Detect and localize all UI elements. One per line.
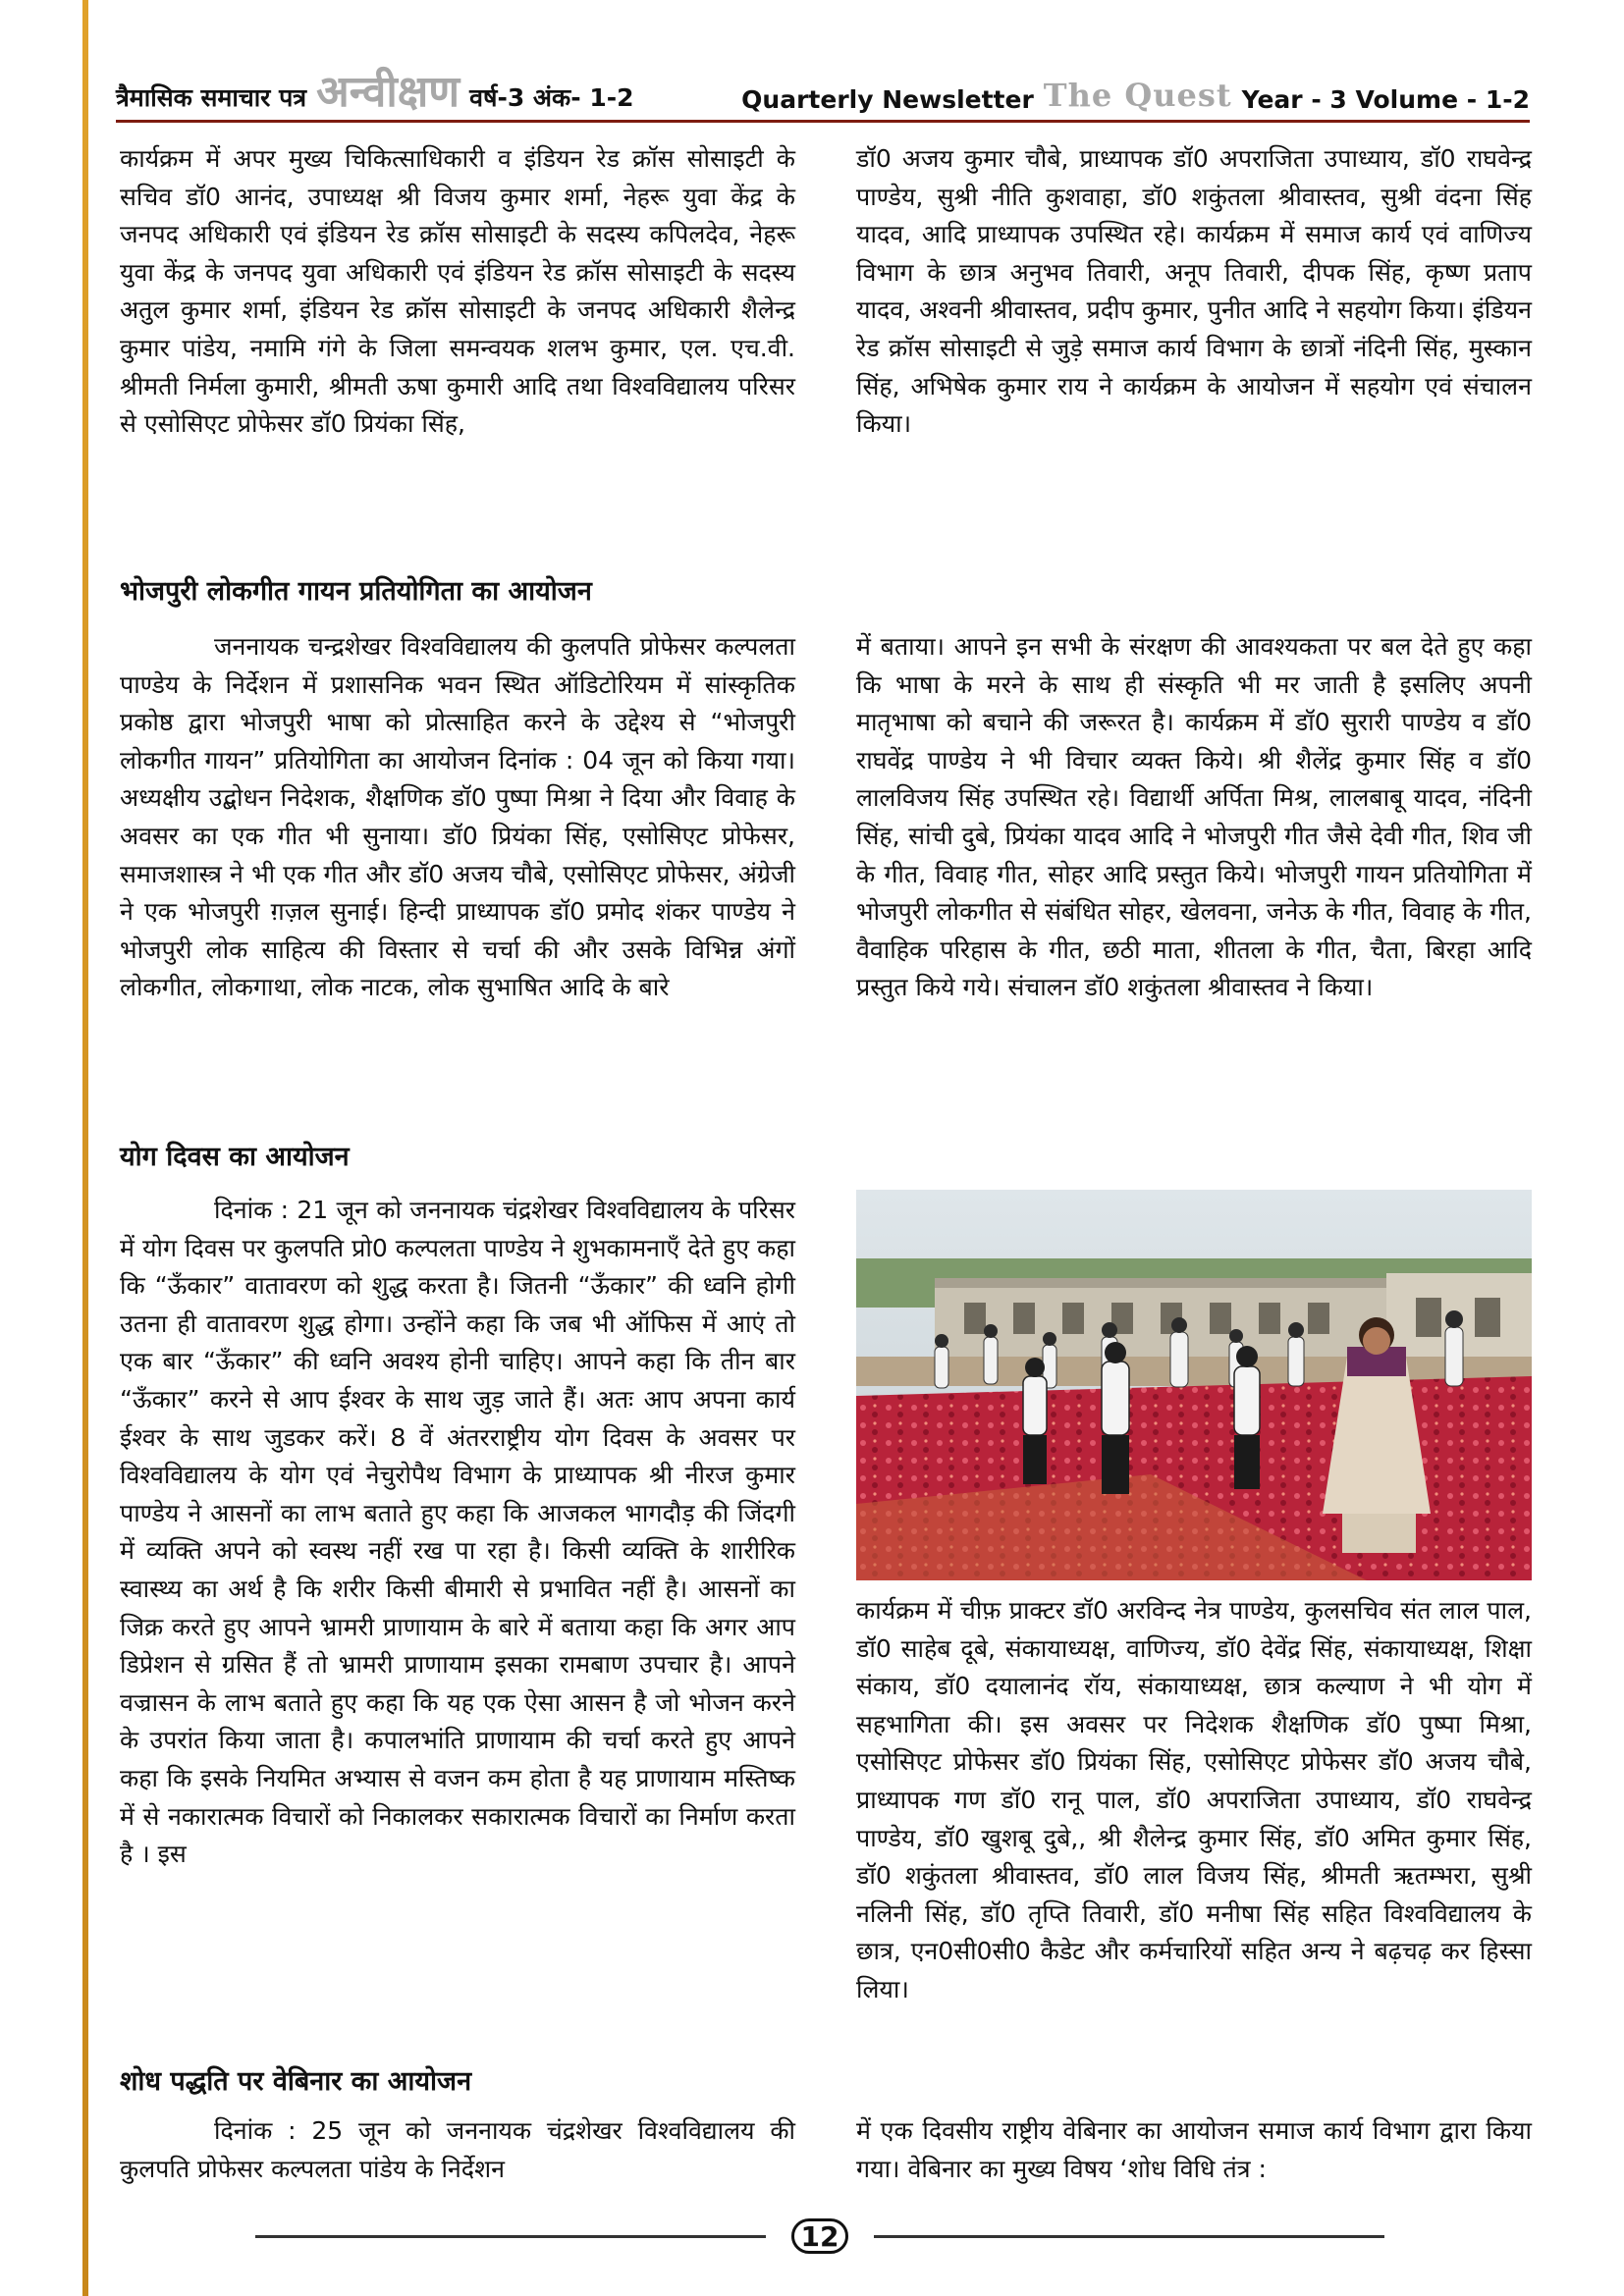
intro-left-column: [120, 140, 795, 444]
header-right: [741, 77, 1530, 114]
page-footer: [255, 2216, 1384, 2256]
header-issue-english: Year - 3 Volume - 1-2: [1241, 85, 1530, 114]
yoga-heading: योग दिवस का आयोजन: [120, 1142, 350, 1172]
bhojpuri-left-text: जननायक चन्द्रशेखर विश्वविद्यालय की कुलपति प्रोफेसर कल्पलता पाण्डेय के निर्देशन में प्रशासनिक भवन स्थित ऑडिटोरियम में सांस्कृतिक प्रकोष्ठ द्वारा भोजपुरी भाषा को प्रोत्साहित करने के उद्देश्य से “भोजपुरी लोकगीत गायन” प्रतियोगिता का आयोजन दिनांक : 04 जून को किया गया। अध्यक्षीय उद्बोधन निदेशक, शैक्षणिक डॉ0 पुष्पा मिश्रा ने दिया और विवाह के अवसर का एक गीत भी सुनाया। डॉ0 प्रियंका सिंह, एसोसिएट प्रोफेसर, समाजशास्त्र ने भी एक गीत और डॉ0 अजय चौबे, एसोसिएट प्रोफेसर, अंग्रेजी ने एक भोजपुरी ग़ज़ल सुनाई। हिन्दी प्राध्यापक डॉ0 प्रमोद शंकर पाण्डेय ने भोजपुरी लोक साहित्य की विस्तार से चर्चा की और उसके विभिन्न अंगों लोकगीत, लोकगाथा, लोक नाटक, लोक सुभाषित आदि के बारे: [120, 632, 795, 1002]
page-number-text: 12: [800, 2219, 839, 2253]
header-right-label: Quarterly Newsletter: [741, 85, 1034, 114]
webinar-heading: शोध पद्धति पर वेबिनार का आयोजन: [120, 2066, 472, 2097]
header-left-label: त्रैमासिक समाचार पत्र: [116, 83, 307, 112]
footer-line-left: [255, 2235, 766, 2238]
page-number: [780, 2216, 860, 2256]
bhojpuri-right-column: [856, 628, 1532, 1007]
footer-line-right: [874, 2235, 1384, 2238]
yoga-day-photo: [856, 1190, 1532, 1580]
webinar-left-text: दिनांक : 25 जून को जननायक चंद्रशेखर विश्वविद्यालय की कुलपति प्रोफेसर कल्पलता पांडेय के निर्देशन: [120, 2116, 795, 2183]
header-issue-hindi: वर्ष-3 अंक- 1-2: [469, 83, 634, 112]
webinar-right-text: में एक दिवसीय राष्ट्रीय वेबिनार का आयोजन समाज कार्य विभाग द्वारा किया गया। वेबिनार का मुख्य विषय ‘शोध विधि तंत्र :: [856, 2116, 1532, 2183]
intro-right-column: [856, 140, 1532, 444]
bhojpuri-left-column: [120, 628, 795, 1007]
yoga-right-text: कार्यक्रम में चीफ़ प्राक्टर डॉ0 अरविन्द नेत्र पाण्डेय, कुलसचिव संत लाल पाल, डॉ0 साहेब दूबे, संकायाध्यक्ष, वाणिज्य, डॉ0 देवेंद्र सिंह, संकायाध्यक्ष, शिक्षा संकाय, डॉ0 दयालानंद रॉय, संकायाध्यक्ष, छात्र कल्याण ने भी योग में सहभागिता की। इस अवसर पर निदेशक शैक्षणिक डॉ0 पुष्पा मिश्रा, एसोसिएट प्रोफेसर डॉ0 प्रियंका सिंह, एसोसिएट प्रोफेसर डॉ0 अजय चौबे, प्राध्यापक गण डॉ0 रानू पाल, डॉ0 अपराजिता उपाध्याय, डॉ0 राघवेन्द्र पाण्डेय, डॉ0 खुशबू दुबे,, श्री शैलेन्द्र कुमार सिंह, डॉ0 अमित कुमार सिंह, डॉ0 शकुंतला श्रीवास्तव, डॉ0 लाल विजय सिंह, श्रीमती ऋतम्भरा, सुश्री नलिनी सिंह, डॉ0 तृप्ति तिवारी, डॉ0 मनीषा सिंह सहित विश्वविद्यालय के छात्र, एन0सी0सी0 कैडेट और कर्मचारियों सहित अन्य ने बढ़चढ़ कर हिस्सा लिया।: [856, 1596, 1532, 2003]
yoga-left-text: दिनांक : 21 जून को जननायक चंद्रशेखर विश्वविद्यालय के परिसर में योग दिवस पर कुलपति प्रो0 कल्पलता पाण्डेय ने शुभकामनाएँ देते हुए कहा कि “ऊँकार” वातावरण को शुद्ध करता है। जितनी “ऊँकार” की ध्वनि होगी उतना ही वातावरण शुद्ध होगा। उन्होंने कहा कि जब भी ऑफिस में आएं तो एक बार “ऊँकार” की ध्वनि अवश्य होनी चाहिए। आपने कहा कि तीन बार “ऊँकार” करने से आप ईश्वर के साथ जुड़ जाते हैं। अतः आप अपना कार्य ईश्वर के साथ जुडकर करें। 8 वें अंतरराष्ट्रीय योग दिवस के अवसर पर विश्वविद्यालय के योग एवं नेचुरोपैथ विभाग के प्राध्यापक श्री नीरज कुमार पाण्डेय ने आसनों का लाभ बताते हुए कहा कि आजकल भागदौड़ की जिंदगी में व्यक्ति अपने को स्वस्थ नहीं रख पा रहा है। किसी व्यक्ति के शारीरिक स्वास्थ्य का अर्थ है कि शरीर किसी बीमारी से प्रभावित नहीं है। आसनों का जिक्र करते हुए आपने भ्रामरी प्राणायाम के बारे में बताया कहा कि अगर आप डिप्रेशन से ग्रसित हैं तो भ्रामरी प्राणायाम इसका रामबाण उपचार है। आपने वज्रासन के लाभ बताते हुए कहा कि यह एक ऐसा आसन है जो भोजन करने के उपरांत किया जाता है। कपालभांति प्राणायाम की चर्चा करते हुए आपने कहा कि इसके नियमित अभ्यास से वजन कम होता है यह प्राणायाम मस्तिष्क में से नकारात्मक विचारों को निकालकर सकारात्मक विचारों का निर्माण करता है । इस: [120, 1196, 795, 1869]
page-header: [116, 51, 1530, 117]
intro-right-text: डॉ0 अजय कुमार चौबे, प्राध्यापक डॉ0 अपराजिता उपाध्याय, डॉ0 राघवेन्द्र पाण्डेय, सुश्री नीति कुशवाहा, डॉ0 शकुंतला श्रीवास्तव, सुश्री वंदना सिंह यादव, आदि प्राध्यापक उपस्थित रहे। कार्यक्रम में समाज कार्य एवं वाणिज्य विभाग के छात्र अनुभव तिवारी, अनूप तिवारी, दीपक सिंह, कृष्ण प्रताप यादव, अश्वनी श्रीवास्तव, प्रदीप कुमार, पुनीत आदि ने सहयोग किया। इंडियन रेड क्रॉस सोसाइटी से जुड़े समाज कार्य विभाग के छात्रों नंदिनी सिंह, मुस्कान सिंह, अभिषेक कुमार राय ने कार्यक्रम के आयोजन में सहयोग एवं संचालन किया।: [856, 144, 1532, 439]
side-rule: [82, 0, 88, 2296]
header-brand-english: The Quest: [1043, 77, 1232, 114]
yoga-photo-illustration: [856, 1190, 1532, 1580]
header-brand-hindi: अन्वीक्षण: [316, 67, 460, 117]
header-left: [116, 67, 634, 117]
yoga-right-column: [856, 1592, 1532, 2009]
intro-left-text: कार्यक्रम में अपर मुख्य चिकित्साधिकारी व इंडियन रेड क्रॉस सोसाइटी के सचिव डॉ0 आनंद, उपाध्यक्ष श्री विजय कुमार शर्मा, नेहरू युवा केंद्र के जनपद अधिकारी एवं इंडियन रेड क्रॉस सोसाइटी के सदस्य कपिलदेव, नेहरू युवा केंद्र के जनपद युवा अधिकारी एवं इंडियन रेड क्रॉस सोसाइटी के सदस्य अतुल कुमार शर्मा, इंडियन रेड क्रॉस सोसाइटी के जनपद अधिकारी शैलेन्द्र कुमार पांडेय, नमामि गंगे के जिला समन्वयक शलभ कुमार, एल. एच.वी. श्रीमती निर्मला कुमारी, श्रीमती ऊषा कुमारी आदि तथा विश्वविद्यालय परिसर से एसोसिएट प्रोफेसर डॉ0 प्रियंका सिंह,: [120, 144, 795, 439]
bhojpuri-heading: भोजपुरी लोकगीत गायन प्रतियोगिता का आयोजन: [120, 576, 592, 607]
webinar-right-column: [856, 2112, 1532, 2188]
bhojpuri-right-text: में बताया। आपने इन सभी के संरक्षण की आवश्यकता पर बल देते हुए कहा कि भाषा के मरने के साथ ही संस्कृति भी मर जाती है इसलिए अपनी मातृभाषा को बचाने की जरूरत है। कार्यक्रम में डॉ0 सुरारी पाण्डेय व डॉ0 राघवेंद्र पाण्डेय ने भी विचार व्यक्त किये। श्री शैलेंद्र कुमार सिंह व डॉ0 लालविजय सिंह उपस्थित रहे। विद्यार्थी अर्पिता मिश्र, लालबाबू यादव, नंदिनी सिंह, सांची दुबे, प्रियंका यादव आदि ने भोजपुरी गीत जैसे देवी गीत, शिव जी के गीत, विवाह गीत, सोहर आदि प्रस्तुत किये। भोजपुरी गायन प्रतियोगिता में भोजपुरी लोकगीत से संबंधित सोहर, खेलवना, जनेऊ के गीत, विवाह के गीत, वैवाहिक परिहास के गीत, छठी माता, शीतला के गीत, चैता, बिरहा आदि प्रस्तुत किये गये। संचालन डॉ0 शकुंतला श्रीवास्तव ने किया।: [856, 632, 1532, 1002]
webinar-left-column: [120, 2112, 795, 2188]
header-rule: [116, 120, 1530, 123]
yoga-left-column: [120, 1192, 795, 1874]
